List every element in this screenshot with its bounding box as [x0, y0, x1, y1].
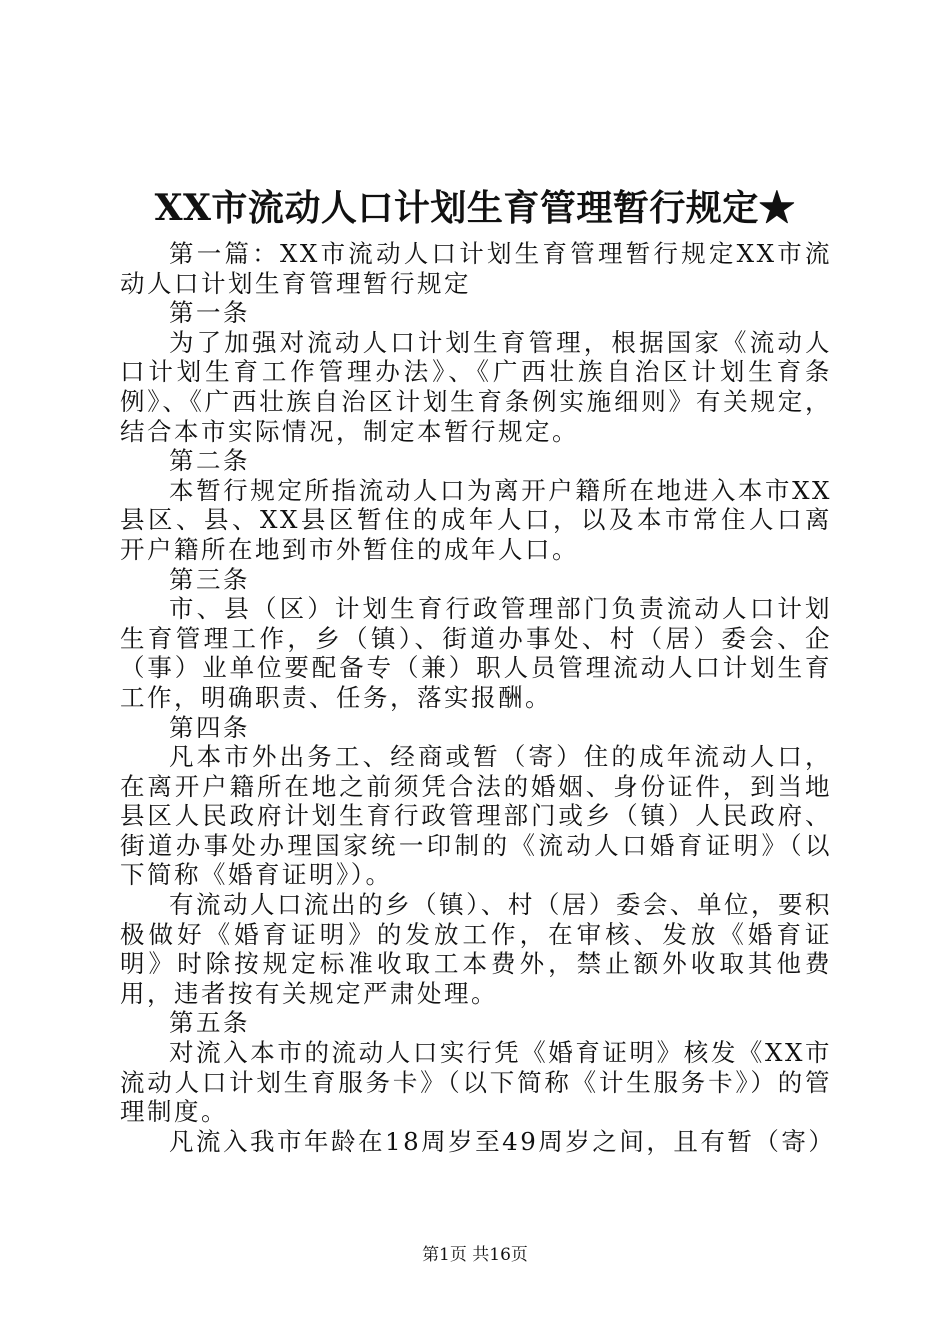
article-heading-2: 第二条: [169, 446, 250, 476]
article-text-3: 市、县（区）计划生育行政管理部门负责流动人口计划生育管理工作，乡（镇）、街道办事处、村（居）委会、企（事）业单位要配备专（兼）职人员管理流动人口计划生育工作，明确职责、任务，落实报酬。: [120, 594, 832, 712]
article-text-2: 本暂行规定所指流动人口为离开户籍所在地进入本市XX县区、县、XX县区暂住的成年人口，以及本市常住人口离开户籍所在地到市外暂住的成年人口。: [120, 475, 832, 564]
article-text-1: 为了加强对流动人口计划生育管理，根据国家《流动人口计划生育工作管理办法》、《广西壮族自治区计划生育条例》、《广西壮族自治区计划生育条例实施细则》有关规定，结合本市实际情况，制定本暂行规定。: [120, 327, 832, 446]
article-heading-1: 第一条: [169, 298, 250, 328]
article-text-5b: 凡流入我市年龄在18周岁至49周岁之间，且有暂（寄）: [169, 1126, 836, 1156]
document-body: [120, 239, 836, 1156]
page-number-footer: 第1页 共16页: [422, 1245, 528, 1265]
paragraph-intro: 第一篇：XX市流动人口计划生育管理暂行规定XX市流动人口计划生育管理暂行规定: [120, 239, 832, 298]
article-heading-5: 第五条: [169, 1008, 250, 1038]
article-text-4b: 有流动人口流出的乡（镇）、村（居）委会、单位，要积极做好《婚育证明》的发放工作，在审核、发放《婚育证明》时除按规定标准收取工本费外，禁止额外收取其他费用，违者按有关规定严肃处理。: [120, 890, 832, 1008]
article-heading-4: 第四条: [169, 712, 250, 742]
document-title: XX市流动人口计划生育管理暂行规定★: [154, 187, 796, 229]
article-heading-3: 第三条: [169, 564, 250, 594]
article-text-4a: 凡本市外出务工、经商或暂（寄）住的成年流动人口，在离开户籍所在地之前须凭合法的婚姻、身份证件，到当地县区人民政府计划生育行政管理部门或乡（镇）人民政府、街道办事处办理国家统一印制的《流动人口婚育证明》（以下简称《婚育证明》）。: [120, 742, 832, 890]
article-text-5a: 对流入本市的流动人口实行凭《婚育证明》核发《XX市流动人口计划生育服务卡》（以下简称《计生服务卡》）的管理制度。: [120, 1038, 832, 1127]
